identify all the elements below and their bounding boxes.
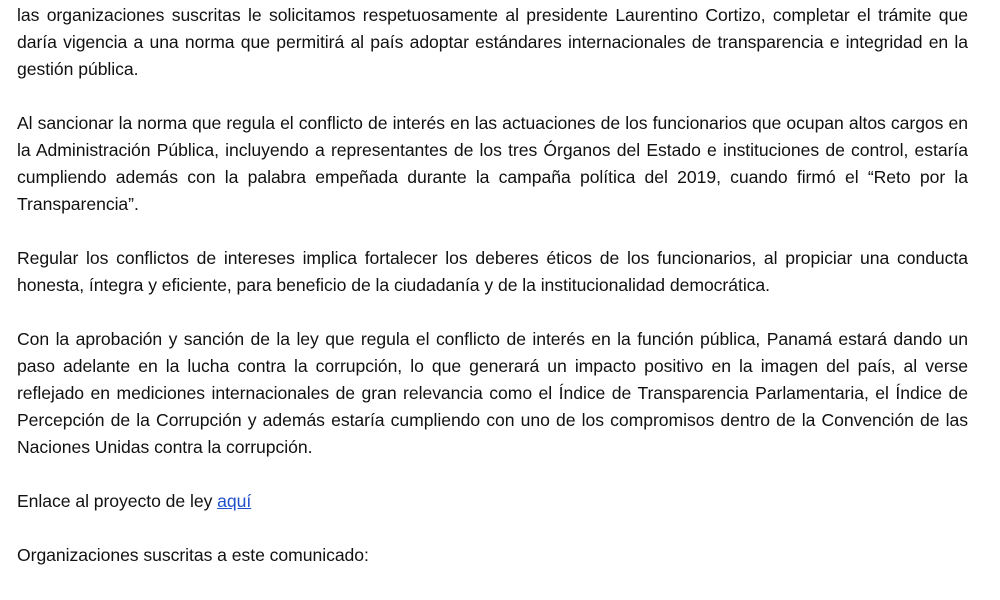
closing-label: Organizaciones suscritas a este comunicado: [17,545,369,565]
paragraph-request: las organizaciones suscritas le solicitamos respetuosamente al presidente Laurentino Cortizo, completar el trámite que daría vigencia a una norma que permitirá al país adoptar estándares internacionales de transparencia e integridad en la gestión pública. [17,5,968,79]
paragraph-sanction: Al sancionar la norma que regula el conflicto de interés en las actuaciones de los funcionarios que ocupan altos cargos en la Administración Pública, incluyendo a representantes de los tres Órganos del Estado e instituciones de control, estaría cumpliendo además con la palabra empeñada durante la campaña política del 2019, cuando firmó el “Reto por la Transparencia”. [17,113,968,214]
link-line [17,488,968,515]
paragraph-approval: Con la aprobación y sanción de la ley que regula el conflicto de interés en la función pública, Panamá estará dando un paso adelante en la lucha contra la corrupción, lo que generará un impacto positivo en la imagen del país, al verse reflejado en mediciones internacionales de gran relevancia como el Índice de Transparencia Parlamentaria, el Índice de Percepción de la Corrupción y además estaría cumpliendo con uno de los compromisos dentro de la Convención de las Naciones Unidas contra la corrupción. [17,329,968,457]
link-line-prefix: Enlace al proyecto de ley [17,491,218,511]
paragraph-regulation: Regular los conflictos de intereses implica fortalecer los deberes éticos de los funcionarios, al propiciar una conducta honesta, íntegra y eficiente, para beneficio de la ciudadanía y de la institucionalidad democrática. [17,248,968,295]
bill-link[interactable]: aquí [217,491,252,511]
